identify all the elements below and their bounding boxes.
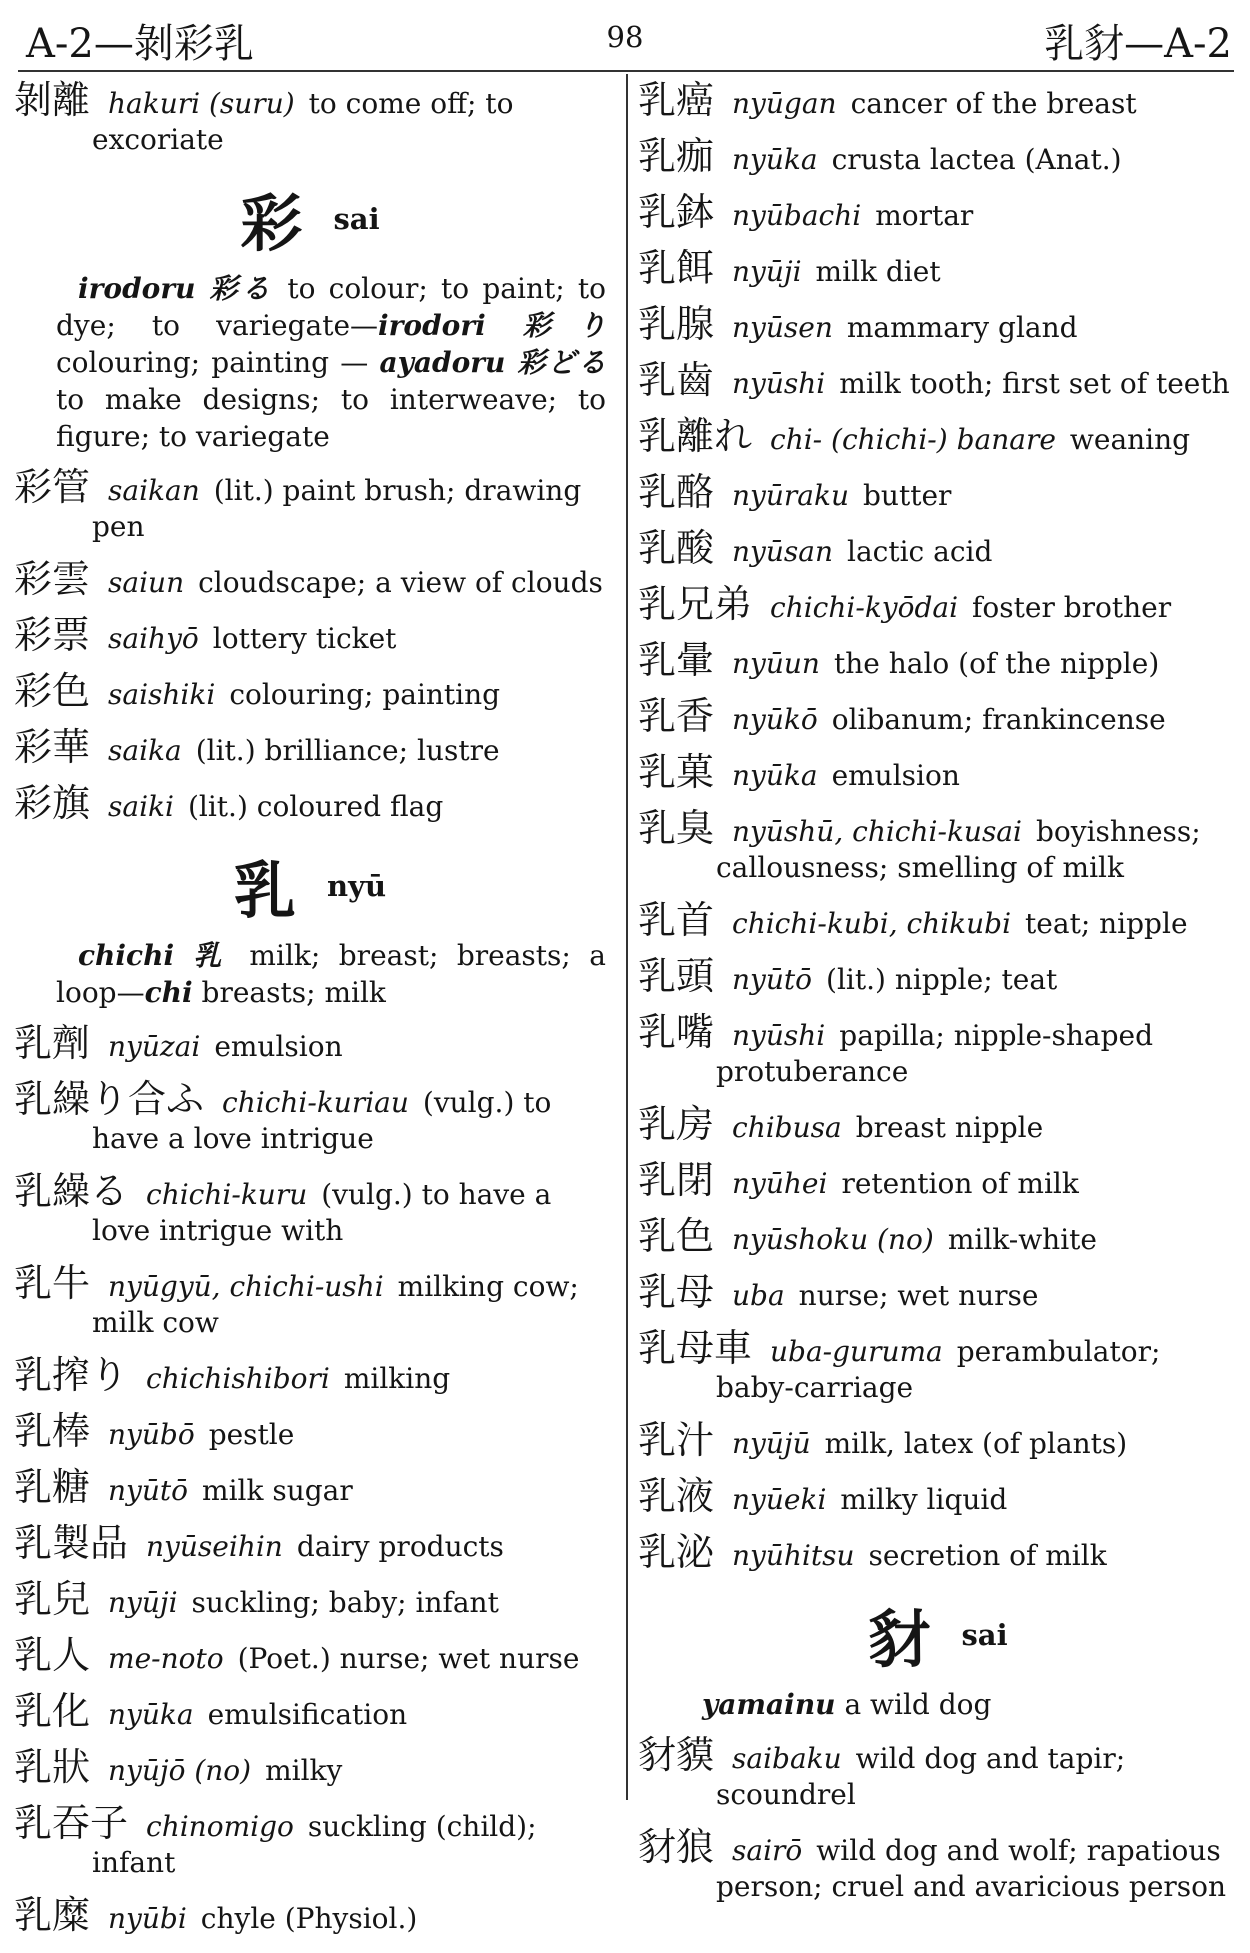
entry-gloss: milking cow; milk cow [92,1270,579,1339]
dictionary-entry [14,1077,606,1157]
section-heading-sai [14,174,606,270]
entry-headword: 彩旗 [14,781,91,825]
entry-romaji: nyūgyū, chichi-ushi [108,1270,384,1303]
definition-fragment: colouring; painting — [56,346,380,379]
entry-romaji: uba-guruma [770,1335,943,1368]
entry-romaji: nyūun [732,647,820,680]
entry-gloss: papilla; nipple-shaped protuberance [716,1019,1154,1088]
entry-headword: 乳劑 [14,1021,91,1065]
dictionary-entry [14,1521,606,1565]
dictionary-entry [14,1689,606,1733]
entry-gloss: wild dog and wolf; rapatious person; cruel and avaricious person [716,1834,1227,1903]
entry-gloss: mammary gland [846,311,1078,344]
entry-headword: 彩色 [14,669,91,713]
entry-gloss: secretion of milk [868,1539,1107,1572]
dictionary-entry [14,1801,606,1881]
entry-gloss: (lit.) nipple; teat [826,963,1058,996]
entry-gloss: suckling; baby; infant [191,1586,499,1619]
entry-headword: 乳香 [638,694,715,738]
entry-romaji: nyūgan [732,87,837,120]
entry-gloss: lottery ticket [212,622,397,655]
dictionary-entry [638,134,1238,178]
dictionary-entry [14,1577,606,1621]
dictionary-entry [14,781,606,825]
entry-headword: 乳棒 [14,1409,91,1453]
entry-romaji: nyūjū [732,1427,811,1460]
entry-gloss: teat; nipple [1025,907,1188,940]
entry-romaji: chichi-kubi, chikubi [732,907,1012,940]
entry-headword: 乳齒 [638,358,715,402]
entry-headword: 乳痂 [638,134,715,178]
entry-gloss: milk tooth; first set of teeth [839,367,1230,400]
entry-headword: 乳暈 [638,638,715,682]
entry-romaji: chibusa [732,1111,842,1144]
dictionary-entry [638,1825,1238,1905]
dictionary-entry [638,1733,1238,1813]
entry-romaji: nyūseihin [146,1530,283,1563]
entry-gloss: boyishness; callousness; smelling of milk [716,815,1201,884]
entry-headword: 剝離 [14,78,91,122]
entry-headword: 乳人 [14,1633,91,1677]
entry-gloss: nurse; wet nurse [798,1279,1039,1312]
left-column [14,78,606,1953]
dictionary-entry [14,1745,606,1789]
entry-headword: 彩華 [14,725,91,769]
dictionary-entry [14,78,606,158]
entry-romaji: nyūshi [732,367,826,400]
dictionary-entry [638,78,1238,122]
dictionary-entry [638,358,1238,402]
entry-gloss: dairy products [296,1530,504,1563]
entry-romaji: nyūka [108,1698,194,1731]
entry-gloss: colouring; painting [229,678,501,711]
definition-fragment: milk; breast; breasts; a loop— [56,939,606,1009]
entry-headword: 乳糜 [14,1893,91,1937]
dictionary-entry [14,1169,606,1249]
entry-headword: 乳液 [638,1474,715,1518]
dictionary-entry [638,1102,1238,1146]
entry-headword: 乳母車 [638,1326,753,1370]
section-reading: sai [333,201,380,236]
entry-headword: 乳鉢 [638,190,715,234]
dictionary-entry [14,1261,606,1341]
definition-fragment: chichi 乳 [78,939,231,972]
definition-fragment: ayadoru 彩どる [379,346,606,379]
entry-romaji: chi- (chichi-) banare [770,423,1056,456]
dictionary-entry [638,806,1238,886]
dictionary-entry [638,246,1238,290]
definition-fragment: to colour; to paint; to dye; to variegate— [56,272,606,342]
entry-headword: 乳色 [638,1214,715,1258]
entry-romaji: nyūsen [732,311,833,344]
dictionary-entry [638,414,1238,458]
entry-headword: 乳母 [638,1270,715,1314]
entry-group-nyu [14,1021,606,1937]
entry-romaji: nyūka [732,759,818,792]
page-number: 98 [606,20,644,54]
entry-headword: 乳吞子 [14,1801,129,1845]
entry-headword: 彩雲 [14,557,91,601]
entry-headword: 乳牛 [14,1261,91,1305]
dictionary-entry [638,1214,1238,1258]
entry-gloss: the halo (of the nipple) [833,647,1160,680]
header-rule [18,70,1234,72]
entry-romaji: saiki [108,790,174,823]
entry-headword: 乳繰り合ふ [14,1077,205,1121]
entry-romaji: nyūbachi [732,199,862,232]
entry-headword: 乳兄弟 [638,582,753,626]
entry-romaji: nyūji [732,255,802,288]
entry-gloss: milking [343,1362,451,1395]
entry-headword: 乳糖 [14,1465,91,1509]
entry-romaji: nyūshi [732,1019,826,1052]
entry-romaji: nyūhei [732,1167,828,1200]
dictionary-entry [638,1326,1238,1406]
entry-romaji: me-noto [108,1642,224,1675]
entry-gloss: breast nipple [855,1111,1044,1144]
section-heading-sai2 [638,1590,1238,1686]
entry-gloss: emulsion [214,1030,343,1063]
definition-fragment: irodori 彩り [378,309,606,342]
dictionary-entry [638,1530,1238,1574]
definition-fragment: irodoru 彩る [78,272,275,305]
dictionary-entry [638,582,1238,626]
entry-gloss: milk sugar [202,1474,353,1507]
dictionary-entry [14,669,606,713]
entry-gloss: perambulator; baby-carriage [716,1335,1161,1404]
entry-gloss: (Poet.) nurse; wet nurse [237,1642,580,1675]
dictionary-entry [638,954,1238,998]
entry-gloss: weaning [1069,423,1191,456]
entry-romaji: nyūjō (no) [108,1754,252,1787]
entry-romaji: saishiki [108,678,216,711]
dictionary-entry [14,1893,606,1937]
entry-romaji: nyūshoku (no) [732,1223,934,1256]
entry-headword: 乳離れ [638,414,753,458]
running-header [0,8,1250,68]
entry-gloss: lactic acid [847,535,993,568]
entry-headword: 乳癌 [638,78,715,122]
entry-romaji: nyūkō [732,703,818,736]
entry-group-top [14,78,606,158]
section-heading-nyu [14,841,606,937]
entry-romaji: chichi-kuriau [222,1086,409,1119]
entry-gloss: cancer of the breast [850,87,1137,120]
entry-headword: 乳臭 [638,806,715,850]
entry-headword: 乳製品 [14,1521,129,1565]
entry-gloss: to come off; to excoriate [92,87,514,156]
entry-gloss: emulsification [207,1698,408,1731]
entry-gloss: milk diet [815,255,941,288]
entry-gloss: milk, latex (of plants) [824,1427,1128,1460]
section-reading: nyū [327,868,387,903]
entry-romaji: nyūtō [108,1474,189,1507]
entry-romaji: nyūka [732,143,818,176]
dictionary-entry [638,526,1238,570]
entry-headword: 乳泌 [638,1530,715,1574]
definition-fragment: a wild dog [835,1688,992,1721]
entry-romaji: nyūzai [108,1030,201,1063]
entry-gloss: crusta lactea (Anat.) [831,143,1122,176]
definition-fragment: chi [144,976,193,1009]
section-definition [14,937,606,1011]
entry-romaji: nyūshū, chichi-kusai [732,815,1022,848]
entry-gloss: cloudscape; a view of clouds [198,566,603,599]
entry-gloss: suckling (child); infant [92,1810,537,1879]
dictionary-entry [14,557,606,601]
entry-romaji: saikan [108,474,200,507]
dictionary-entry [638,302,1238,346]
entry-gloss: olibanum; frankincense [831,703,1166,736]
dictionary-entry [638,1270,1238,1314]
dictionary-entry [638,694,1238,738]
entry-headword: 乳化 [14,1689,91,1733]
section-character: 彩 [240,187,303,260]
entry-gloss: (vulg.) to have a love intrigue with [92,1178,552,1247]
dictionary-entry [638,898,1238,942]
entry-gloss: emulsion [831,759,960,792]
entry-gloss: chyle (Physiol.) [200,1902,418,1935]
entry-gloss: foster brother [972,591,1172,624]
definition-fragment: yamainu [702,1688,836,1721]
entry-gloss: (lit.) brilliance; lustre [195,734,500,767]
dictionary-entry [638,1418,1238,1462]
section-character: 豺 [868,1603,931,1676]
entry-gloss: wild dog and tapir; scoundrel [716,1742,1126,1811]
dictionary-entry [638,470,1238,514]
entry-romaji: nyūhitsu [732,1539,855,1572]
entry-romaji: saibaku [732,1742,842,1775]
entry-gloss: (vulg.) to have a love intrigue [92,1086,552,1155]
entry-romaji: saika [108,734,182,767]
entry-romaji: chinomigo [146,1810,294,1843]
entry-romaji: chichi-kuru [146,1178,308,1211]
entry-gloss: milky liquid [840,1483,1008,1516]
entry-headword: 乳搾り [14,1353,129,1397]
entry-romaji: nyūbō [108,1418,195,1451]
entry-headword: 乳酪 [638,470,715,514]
dictionary-entry [638,1474,1238,1518]
dictionary-entry [14,465,606,545]
entry-gloss: butter [862,479,952,512]
entry-romaji: hakuri (suru) [108,87,295,120]
dictionary-entry [638,750,1238,794]
section-definition [14,270,606,455]
entry-gloss: (lit.) coloured flag [187,790,444,823]
dictionary-entry [14,1633,606,1677]
entry-gloss: retention of milk [841,1167,1079,1200]
entry-group-nyu-cont [638,78,1238,1574]
entry-romaji: sairō [732,1834,803,1867]
entry-romaji: nyūbi [108,1902,187,1935]
dictionary-entry [14,1021,606,1065]
entry-romaji: nyūsan [732,535,833,568]
entry-headword: 乳兒 [14,1577,91,1621]
definition-fragment: to make designs; to interweave; to figure; to variegate [56,383,606,453]
column-divider [626,74,628,1800]
entry-romaji: nyūraku [732,479,849,512]
entry-romaji: nyūeki [732,1483,827,1516]
entry-romaji: saiun [108,566,185,599]
entry-headword: 乳汁 [638,1418,715,1462]
entry-group-sai [14,465,606,825]
entry-headword: 乳閉 [638,1158,715,1202]
entry-headword: 乳繰る [14,1169,129,1213]
entry-romaji: nyūji [108,1586,178,1619]
entry-headword: 豺貘 [638,1733,715,1777]
entry-headword: 豺狼 [638,1825,715,1869]
entry-headword: 彩票 [14,613,91,657]
entry-gloss: milky [265,1754,343,1787]
entry-headword: 乳首 [638,898,715,942]
entry-romaji: chichishibori [146,1362,330,1395]
entry-headword: 乳酸 [638,526,715,570]
section-reading: sai [961,1617,1008,1652]
dictionary-entry [14,613,606,657]
right-column [638,78,1238,1921]
entry-headword: 乳餌 [638,246,715,290]
dictionary-entry [14,1353,606,1397]
entry-romaji: chichi-kyōdai [770,591,959,624]
dictionary-entry [638,638,1238,682]
entry-headword: 乳嘴 [638,1010,715,1054]
definition-fragment: breasts; milk [192,976,386,1009]
section-character: 乳 [233,854,296,927]
entry-gloss: (lit.) paint brush; drawing pen [92,474,582,543]
dictionary-entry [638,1158,1238,1202]
entry-headword: 乳腺 [638,302,715,346]
dictionary-entry [14,725,606,769]
dictionary-entry [14,1409,606,1453]
entry-headword: 乳狀 [14,1745,91,1789]
header-left: A-2—剝彩乳 [26,21,254,67]
dictionary-entry [14,1465,606,1509]
entry-headword: 彩管 [14,465,91,509]
entry-headword: 乳菓 [638,750,715,794]
entry-romaji: nyūtō [732,963,813,996]
entry-group-sai2 [638,1733,1238,1905]
entry-headword: 乳頭 [638,954,715,998]
entry-gloss: mortar [875,199,974,232]
section-definition [638,1686,1238,1723]
dictionary-entry [638,190,1238,234]
entry-gloss: milk-white [947,1223,1097,1256]
entry-romaji: uba [732,1279,785,1312]
entry-gloss: pestle [208,1418,295,1451]
entry-romaji: saihyō [108,622,199,655]
header-right: 乳豺—A-2 [1044,21,1232,67]
entry-headword: 乳房 [638,1102,715,1146]
dictionary-entry [638,1010,1238,1090]
